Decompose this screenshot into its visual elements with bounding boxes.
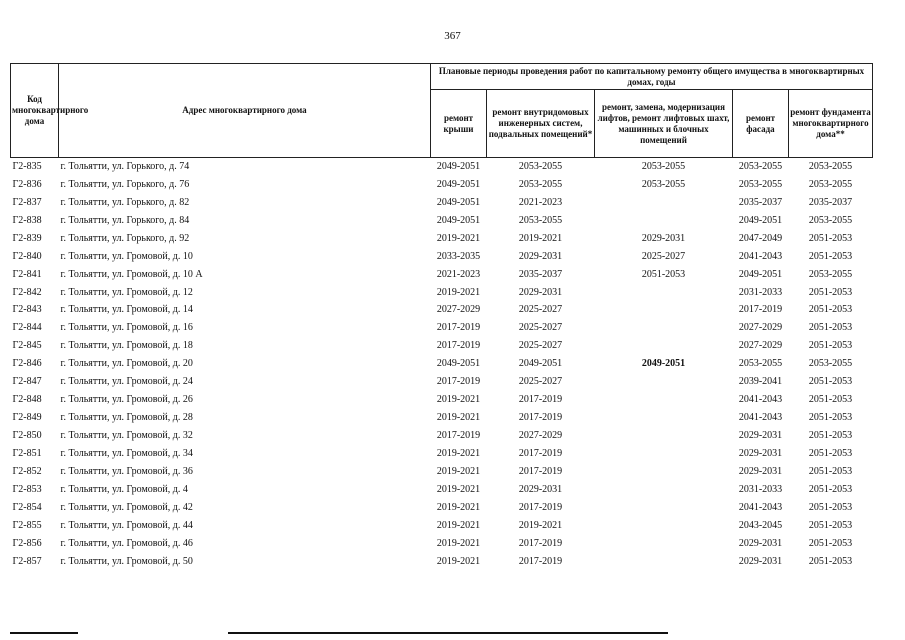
header-address: Адрес многоквартирного дома [59, 64, 431, 158]
cell-code: Г2-842 [12, 286, 42, 298]
cell-systems: 2017-2019 [518, 394, 563, 406]
cell-code: Г2-838 [12, 214, 42, 226]
cell-systems: 2017-2019 [518, 555, 563, 567]
header-systems: ремонт внутридомовых инженерных систем, подвальных помещений* [487, 90, 595, 158]
cell-address: г. Тольятти, ул. Громовой, д. 50 [60, 555, 193, 567]
cell-facade: 2027-2029 [738, 340, 783, 352]
cell-code: Г2-857 [12, 555, 42, 567]
cell-facade: 2049-2051 [738, 268, 783, 280]
header-code: Код многоквартирного дома [11, 64, 59, 158]
cell-systems: 2029-2031 [518, 250, 563, 262]
cell-lifts [595, 481, 733, 499]
cell-code: Г2-848 [12, 394, 42, 406]
cell-foundation: 2035-2037 [808, 196, 853, 208]
cell-facade: 2039-2041 [738, 376, 783, 388]
cell-foundation: 2051-2053 [808, 555, 853, 567]
cell-roof: 2049-2051 [436, 160, 481, 172]
cell-systems: 2025-2027 [518, 376, 563, 388]
table-row [11, 266, 873, 284]
cell-facade: 2053-2055 [738, 358, 783, 370]
cell-facade: 2029-2031 [738, 555, 783, 567]
cell-systems: 2017-2019 [518, 501, 563, 513]
cell-address: г. Тольятти, ул. Громовой, д. 4 [60, 483, 188, 495]
cell-systems: 2017-2019 [518, 447, 563, 459]
cell-lifts: 2025-2027 [641, 250, 686, 262]
table-row [11, 445, 873, 463]
cell-lifts [595, 373, 733, 391]
cell-facade: 2041-2043 [738, 412, 783, 424]
header-roof: ремонт крыши [431, 90, 487, 158]
table-row [11, 302, 873, 320]
cell-code: Г2-839 [12, 232, 42, 244]
cell-roof: 2017-2019 [436, 322, 481, 334]
cell-facade: 2029-2031 [738, 430, 783, 442]
cell-systems: 2017-2019 [518, 465, 563, 477]
cell-address: г. Тольятти, ул. Громовой, д. 20 [60, 358, 193, 370]
cell-facade: 2053-2055 [738, 178, 783, 190]
cell-facade: 2049-2051 [738, 214, 783, 226]
cell-foundation: 2051-2053 [808, 394, 853, 406]
cell-foundation: 2051-2053 [808, 465, 853, 477]
cell-code: Г2-844 [12, 322, 42, 334]
cell-address: г. Тольятти, ул. Горького, д. 92 [60, 232, 190, 244]
table-row [11, 337, 873, 355]
cell-facade: 2031-2033 [738, 286, 783, 298]
cell-foundation: 2051-2053 [808, 519, 853, 531]
cell-foundation: 2053-2055 [808, 268, 853, 280]
table-row [11, 176, 873, 194]
table-row [11, 391, 873, 409]
cell-facade: 2041-2043 [738, 394, 783, 406]
cell-code: Г2-843 [12, 304, 42, 316]
cell-facade: 2017-2019 [738, 304, 783, 316]
cell-foundation: 2051-2053 [808, 501, 853, 513]
cell-lifts [595, 337, 733, 355]
cell-lifts: 2053-2055 [641, 160, 686, 172]
cell-foundation: 2051-2053 [808, 286, 853, 298]
table-row [11, 517, 873, 535]
cell-roof: 2019-2021 [436, 501, 481, 513]
cell-address: г. Тольятти, ул. Громовой, д. 42 [60, 501, 193, 513]
cell-roof: 2017-2019 [436, 376, 481, 388]
cell-roof: 2019-2021 [436, 286, 481, 298]
cell-facade: 2047-2049 [738, 232, 783, 244]
cell-facade: 2027-2029 [738, 322, 783, 334]
cell-roof: 2049-2051 [436, 358, 481, 370]
cell-lifts [595, 212, 733, 230]
cell-foundation: 2051-2053 [808, 304, 853, 316]
header-lifts: ремонт, замена, модернизация лифтов, ремонт лифтовых шахт, машинных и блочных помещений [595, 90, 733, 158]
cell-address: г. Тольятти, ул. Громовой, д. 32 [60, 430, 193, 442]
cell-lifts [595, 427, 733, 445]
cell-code: Г2-856 [12, 537, 42, 549]
cell-code: Г2-836 [12, 178, 42, 190]
cell-roof: 2017-2019 [436, 430, 481, 442]
cell-systems: 2053-2055 [518, 214, 563, 226]
cell-lifts [595, 553, 733, 571]
cell-code: Г2-855 [12, 519, 42, 531]
cell-foundation: 2051-2053 [808, 412, 853, 424]
cell-foundation: 2053-2055 [808, 178, 853, 190]
cell-address: г. Тольятти, ул. Горького, д. 84 [60, 214, 190, 226]
cell-roof: 2019-2021 [436, 483, 481, 495]
cell-lifts [595, 391, 733, 409]
cell-code: Г2-840 [12, 250, 42, 262]
cell-lifts: 2051-2053 [641, 268, 686, 280]
cell-roof: 2049-2051 [436, 196, 481, 208]
cell-roof: 2049-2051 [436, 178, 481, 190]
cell-foundation: 2051-2053 [808, 376, 853, 388]
cell-code: Г2-841 [12, 268, 42, 280]
cell-systems: 2019-2021 [518, 232, 563, 244]
page-number: 367 [444, 30, 461, 42]
table-row [11, 427, 873, 445]
table-row [11, 355, 873, 373]
cell-facade: 2029-2031 [738, 465, 783, 477]
cell-foundation: 2053-2055 [808, 358, 853, 370]
cell-lifts [595, 302, 733, 320]
cell-systems: 2025-2027 [518, 322, 563, 334]
cell-foundation: 2053-2055 [808, 160, 853, 172]
cell-systems: 2029-2031 [518, 286, 563, 298]
cell-systems: 2029-2031 [518, 483, 563, 495]
cell-roof: 2019-2021 [436, 555, 481, 567]
cell-foundation: 2051-2053 [808, 537, 853, 549]
cell-systems: 2025-2027 [518, 304, 563, 316]
cell-foundation: 2053-2055 [808, 214, 853, 226]
table-row [11, 409, 873, 427]
cell-lifts [595, 409, 733, 427]
cell-address: г. Тольятти, ул. Горького, д. 76 [60, 178, 190, 190]
table-row [11, 553, 873, 571]
repair-schedule-table [10, 63, 873, 571]
header-periods: Плановые периоды проведения работ по капитальному ремонту общего имущества в многоквартирных домах, годы [431, 64, 873, 90]
cell-foundation: 2051-2053 [808, 483, 853, 495]
table-row [11, 481, 873, 499]
cell-facade: 2035-2037 [738, 196, 783, 208]
table-row [11, 158, 873, 176]
cell-facade: 2043-2045 [738, 519, 783, 531]
cell-systems: 2021-2023 [518, 196, 563, 208]
table-row [11, 212, 873, 230]
cell-code: Г2-852 [12, 465, 42, 477]
cell-address: г. Тольятти, ул. Громовой, д. 44 [60, 519, 193, 531]
table-row [11, 194, 873, 212]
cell-roof: 2033-2035 [436, 250, 481, 262]
cell-address: г. Тольятти, ул. Громовой, д. 24 [60, 376, 193, 388]
table-row [11, 319, 873, 337]
cell-address: г. Тольятти, ул. Громовой, д. 46 [60, 537, 193, 549]
cell-address: г. Тольятти, ул. Громовой, д. 12 [60, 286, 193, 298]
cell-systems: 2017-2019 [518, 537, 563, 549]
cell-address: г. Тольятти, ул. Громовой, д. 36 [60, 465, 193, 477]
cell-facade: 2041-2043 [738, 501, 783, 513]
cell-facade: 2031-2033 [738, 483, 783, 495]
cell-roof: 2019-2021 [436, 232, 481, 244]
cell-systems: 2027-2029 [518, 430, 563, 442]
cell-foundation: 2051-2053 [808, 322, 853, 334]
cell-foundation: 2051-2053 [808, 430, 853, 442]
cell-lifts [595, 445, 733, 463]
table-row [11, 535, 873, 553]
cell-address: г. Тольятти, ул. Горького, д. 82 [60, 196, 190, 208]
cell-lifts [595, 284, 733, 302]
cell-facade: 2029-2031 [738, 447, 783, 459]
bottom-rule-left [10, 632, 78, 634]
cell-code: Г2-835 [12, 160, 42, 172]
cell-address: г. Тольятти, ул. Громовой, д. 14 [60, 304, 193, 316]
cell-roof: 2019-2021 [436, 537, 481, 549]
cell-address: г. Тольятти, ул. Громовой, д. 10 [60, 250, 193, 262]
cell-systems: 2053-2055 [518, 178, 563, 190]
cell-lifts [595, 535, 733, 553]
cell-foundation: 2051-2053 [808, 340, 853, 352]
table-row [11, 248, 873, 266]
cell-code: Г2-837 [12, 196, 42, 208]
table-row [11, 463, 873, 481]
cell-address: г. Тольятти, ул. Громовой, д. 26 [60, 394, 193, 406]
cell-roof: 2021-2023 [436, 268, 481, 280]
cell-lifts [595, 194, 733, 212]
cell-foundation: 2051-2053 [808, 250, 853, 262]
header-facade: ремонт фасада [733, 90, 789, 158]
cell-roof: 2019-2021 [436, 394, 481, 406]
cell-lifts: 2029-2031 [641, 232, 686, 244]
cell-roof: 2019-2021 [436, 412, 481, 424]
cell-code: Г2-847 [12, 376, 42, 388]
cell-systems: 2053-2055 [518, 160, 563, 172]
cell-lifts [595, 319, 733, 337]
cell-facade: 2041-2043 [738, 250, 783, 262]
header-foundation: ремонт фундамента многоквартирного дома** [789, 90, 873, 158]
cell-foundation: 2051-2053 [808, 447, 853, 459]
cell-address: г. Тольятти, ул. Громовой, д. 28 [60, 412, 193, 424]
table-row [11, 373, 873, 391]
cell-address: г. Тольятти, ул. Громовой, д. 10 А [60, 268, 203, 280]
cell-systems: 2025-2027 [518, 340, 563, 352]
cell-code: Г2-845 [12, 340, 42, 352]
cell-code: Г2-854 [12, 501, 42, 513]
cell-roof: 2027-2029 [436, 304, 481, 316]
cell-address: г. Тольятти, ул. Громовой, д. 34 [60, 447, 193, 459]
cell-systems: 2019-2021 [518, 519, 563, 531]
cell-systems: 2017-2019 [518, 412, 563, 424]
cell-foundation: 2051-2053 [808, 232, 853, 244]
cell-code: Г2-846 [12, 358, 42, 370]
cell-lifts [595, 499, 733, 517]
cell-roof: 2019-2021 [436, 465, 481, 477]
cell-address: г. Тольятти, ул. Громовой, д. 16 [60, 322, 193, 334]
cell-address: г. Тольятти, ул. Громовой, д. 18 [60, 340, 193, 352]
cell-roof: 2049-2051 [436, 214, 481, 226]
bottom-rule-center [228, 632, 668, 634]
cell-code: Г2-850 [12, 430, 42, 442]
table-row [11, 499, 873, 517]
cell-systems: 2049-2051 [518, 358, 563, 370]
table-row [11, 284, 873, 302]
cell-lifts: 2053-2055 [641, 178, 686, 190]
cell-lifts [595, 463, 733, 481]
cell-lifts [595, 517, 733, 535]
cell-systems: 2035-2037 [518, 268, 563, 280]
table-body [11, 158, 873, 571]
table-row [11, 230, 873, 248]
cell-roof: 2019-2021 [436, 447, 481, 459]
cell-facade: 2029-2031 [738, 537, 783, 549]
cell-lifts: 2049-2051 [641, 358, 686, 370]
cell-roof: 2017-2019 [436, 340, 481, 352]
cell-facade: 2053-2055 [738, 160, 783, 172]
cell-address: г. Тольятти, ул. Горького, д. 74 [60, 160, 190, 172]
cell-code: Г2-851 [12, 447, 42, 459]
cell-roof: 2019-2021 [436, 519, 481, 531]
cell-code: Г2-849 [12, 412, 42, 424]
cell-code: Г2-853 [12, 483, 42, 495]
